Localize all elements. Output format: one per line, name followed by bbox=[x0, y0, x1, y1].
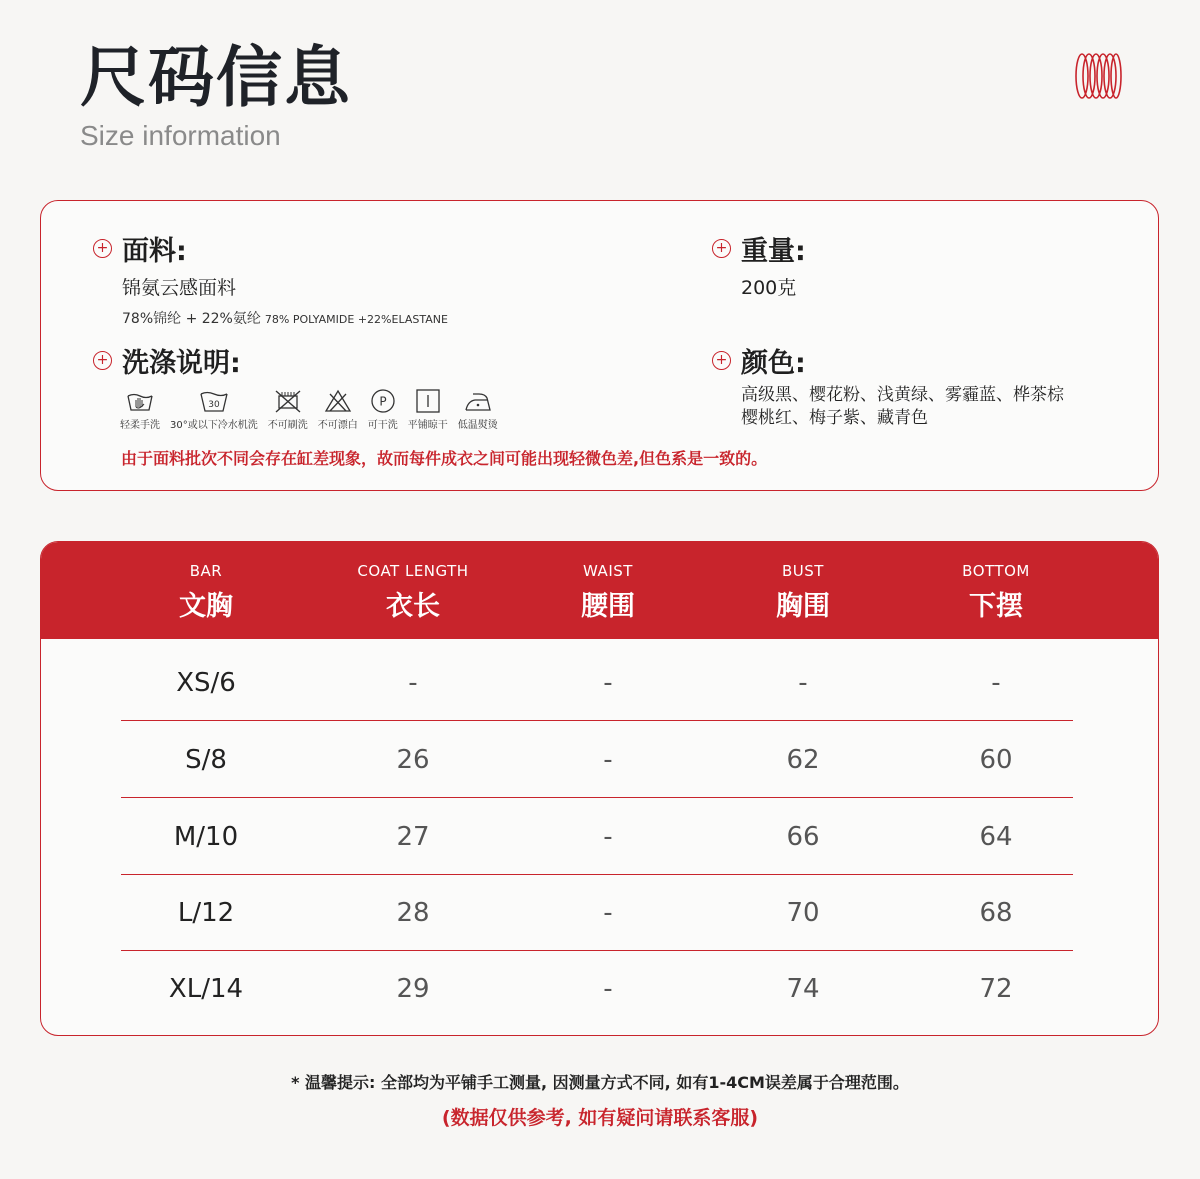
plus-circle-icon: + bbox=[712, 351, 731, 370]
colors-line-2: 樱桃红、梅子紫、藏青色 bbox=[741, 408, 928, 428]
gentle-hand-wash-icon bbox=[125, 388, 155, 414]
colors-title: 颜色: bbox=[741, 348, 806, 379]
column-header-waist: WAIST 腰围 bbox=[581, 562, 635, 622]
size-table bbox=[40, 541, 1159, 1036]
product-info-card bbox=[40, 200, 1159, 491]
table-row: M/10 27 - 66 64 bbox=[121, 800, 1073, 875]
fabric-composition: 78%锦纶 + 22%氨纶 78% POLYAMIDE +22%ELASTANE bbox=[122, 311, 448, 327]
page-header bbox=[80, 38, 352, 152]
care-item: P 可干洗 bbox=[368, 388, 398, 431]
colors-line-1: 高级黑、樱花粉、浅黄绿、雾霾蓝、桦茶棕 bbox=[741, 385, 1064, 405]
measurement-tip: * 温馨提示: 全部均为平铺手工测量, 因测量方式不同, 如有1-4CM误差属于合理范围。 bbox=[291, 1073, 909, 1092]
table-row: L/12 28 - 70 68 bbox=[121, 876, 1073, 951]
plus-circle-icon: + bbox=[712, 239, 731, 258]
care-item: 平铺晾干 bbox=[408, 388, 448, 431]
table-header bbox=[41, 542, 1158, 639]
column-header-bottom: BOTTOM 下摆 bbox=[962, 562, 1030, 622]
care-item: 不可漂白 bbox=[318, 388, 358, 431]
care-item: 低温熨烫 bbox=[458, 388, 498, 431]
dry-clean-p-icon bbox=[368, 388, 398, 414]
no-brush-icon bbox=[273, 388, 303, 414]
svg-text:30: 30 bbox=[208, 400, 220, 410]
svg-text:P: P bbox=[379, 394, 387, 409]
weight-value: 200克 bbox=[741, 277, 797, 299]
fabric-composition-en: 78% POLYAMIDE +22%ELASTANE bbox=[264, 313, 448, 326]
color-difference-notice: 由于面料批次不同会存在缸差现象，故而每件成衣之间可能出现轻微色差,但色系是一致的。 bbox=[121, 449, 768, 468]
table-row: XS/6 - - - - bbox=[121, 646, 1073, 721]
washing-section bbox=[93, 341, 508, 431]
table-row: S/8 26 - 62 60 bbox=[121, 723, 1073, 798]
column-header-coat-length: COAT LENGTH 衣长 bbox=[357, 562, 469, 622]
footer bbox=[0, 1070, 1200, 1130]
reference-note: (数据仅供参考, 如有疑问请联系客服) bbox=[441, 1107, 759, 1129]
flat-dry-icon bbox=[413, 388, 443, 414]
weight-title: 重量: bbox=[741, 236, 806, 267]
colors-section bbox=[712, 341, 1064, 430]
page-subtitle: Size information bbox=[80, 120, 281, 151]
column-header-bust: BUST 胸围 bbox=[776, 562, 830, 622]
plus-circle-icon: + bbox=[93, 239, 112, 258]
wash-30-icon bbox=[192, 388, 236, 414]
column-header-bar: BAR 文胸 bbox=[179, 562, 233, 622]
weight-section bbox=[712, 229, 806, 302]
fabric-title: 面料: bbox=[122, 236, 187, 267]
care-item: 不可刷洗 bbox=[268, 388, 308, 431]
table-row: XL/14 29 - 74 72 bbox=[168, 974, 1013, 1004]
care-item: 30 30°或以下冷水机洗 bbox=[170, 388, 258, 431]
low-iron-icon bbox=[463, 388, 493, 414]
plus-circle-icon: + bbox=[93, 351, 112, 370]
fabric-name: 锦氨云感面料 bbox=[122, 277, 237, 299]
no-bleach-icon bbox=[323, 388, 353, 414]
washing-title: 洗涤说明: bbox=[122, 348, 241, 379]
coil-logo-icon bbox=[1072, 50, 1124, 102]
page-title: 尺码信息 bbox=[80, 39, 352, 116]
care-item: 轻柔手洗 bbox=[120, 388, 160, 431]
fabric-section bbox=[93, 229, 448, 328]
